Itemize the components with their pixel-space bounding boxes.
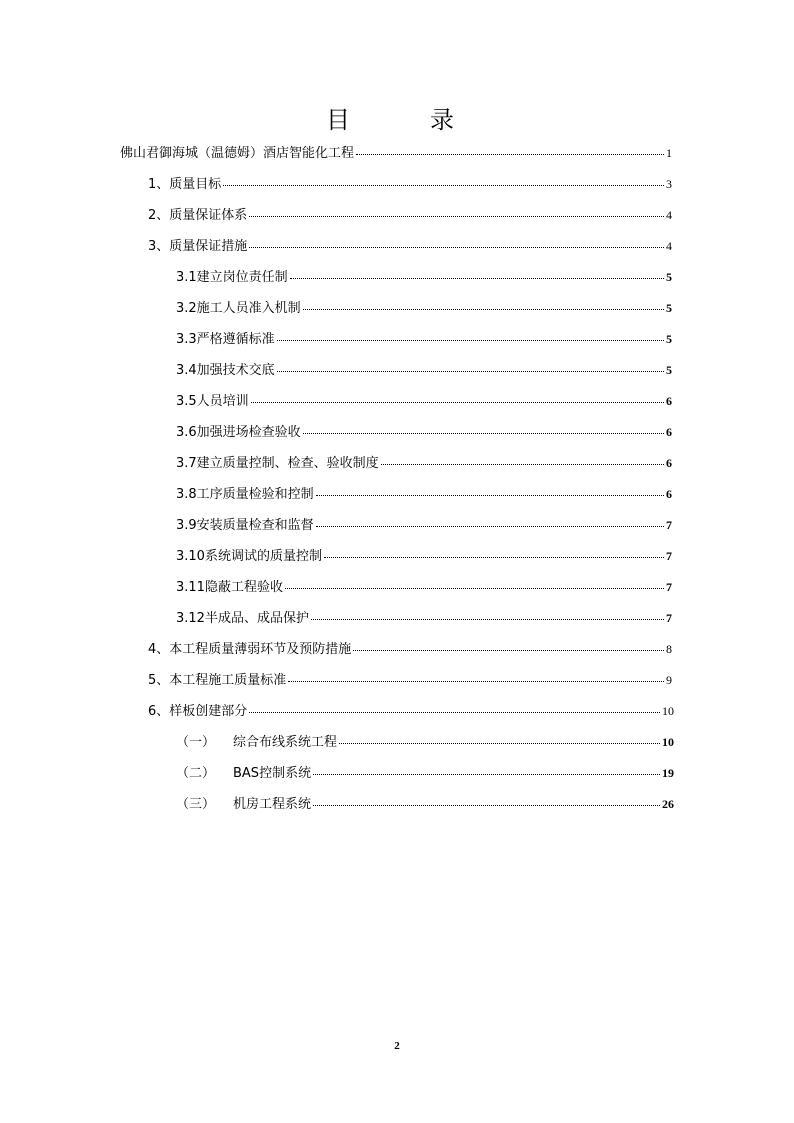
toc-page-number: 10: [662, 735, 674, 749]
dot-leader: [303, 308, 664, 310]
toc-entry-quality-target[interactable]: [148, 173, 672, 195]
toc-page-number: 6: [666, 394, 672, 408]
toc-page-number: 10: [662, 704, 674, 718]
dot-leader: [313, 804, 660, 806]
dot-leader: [324, 556, 664, 558]
dot-leader: [249, 215, 664, 217]
toc-page-number: 1: [666, 146, 672, 160]
dot-leader: [316, 525, 664, 527]
toc-page-number: 19: [662, 766, 674, 780]
toc-entry-sub-1[interactable]: [176, 731, 674, 753]
toc-entry-prefix: （一）: [176, 735, 216, 750]
toc-entry-3-11[interactable]: [176, 576, 672, 598]
dot-leader: [316, 494, 664, 496]
toc-entry-project[interactable]: [120, 142, 672, 164]
toc-page-number: 3: [666, 177, 672, 191]
toc-entry-label: 3.2施工人员准入机制: [176, 301, 301, 316]
toc-entry-sample-creation[interactable]: [148, 700, 674, 722]
toc-entry-label: 3.3严格遵循标准: [176, 332, 275, 347]
toc-page-number: 5: [666, 270, 672, 284]
toc-entry-3-3[interactable]: [176, 328, 672, 350]
toc-entry-label: 佛山君御海城（温德姆）酒店智能化工程: [120, 146, 355, 161]
toc-entry-label: 3.12半成品、成品保护: [176, 611, 309, 626]
toc-entry-3-2[interactable]: [176, 297, 672, 319]
toc-page-number: 7: [666, 580, 672, 594]
dot-leader: [249, 711, 660, 713]
toc-entry-label: 3.9安装质量检查和监督: [176, 518, 314, 533]
dot-leader: [339, 742, 660, 744]
dot-leader: [288, 680, 664, 682]
dot-leader: [223, 184, 664, 186]
toc-page-number: 7: [666, 549, 672, 563]
dot-leader: [313, 773, 660, 775]
toc-entry-3-1[interactable]: [176, 266, 672, 288]
toc-page-number: 4: [666, 208, 672, 222]
toc-page-number: 5: [666, 332, 672, 346]
toc-page-number: 7: [666, 611, 672, 625]
toc-entry-quality-system[interactable]: [148, 204, 672, 226]
dot-leader: [290, 277, 664, 279]
toc-page-number: 5: [666, 363, 672, 377]
toc-entry-label: 5、本工程施工质量标准: [148, 673, 287, 688]
toc-entry-quality-standard[interactable]: [148, 669, 672, 691]
toc-page-number: 4: [666, 239, 672, 253]
dot-leader: [277, 370, 664, 372]
page-number: 2: [394, 1040, 400, 1052]
toc-entry-quality-measures[interactable]: [148, 235, 672, 257]
dot-leader: [353, 649, 664, 651]
dot-leader: [356, 153, 664, 155]
toc-entry-label: 3.7建立质量控制、检查、验收制度: [176, 456, 379, 471]
toc-entry-label: 机房工程系统: [233, 797, 312, 812]
toc-entry-label: 2、质量保证体系: [148, 208, 248, 223]
toc-entry-label: 1、质量目标: [148, 177, 222, 192]
dot-leader: [303, 432, 664, 434]
toc-page-number: 8: [666, 642, 672, 656]
toc-entry-label: 6、样板创建部分: [148, 704, 248, 719]
toc-entry-label: 3.4加强技术交底: [176, 363, 275, 378]
toc-entry-label: 3.11隐蔽工程验收: [176, 580, 283, 595]
toc-title: 目 录: [326, 106, 482, 134]
toc-entry-label: 3、质量保证措施: [148, 239, 248, 254]
dot-leader: [249, 246, 664, 248]
toc-page-number: 6: [666, 425, 672, 439]
toc-page-number: 26: [662, 797, 674, 811]
dot-leader: [381, 463, 664, 465]
dot-leader: [285, 587, 664, 589]
toc-page-number: 7: [666, 518, 672, 532]
toc-entry-3-6[interactable]: [176, 421, 672, 443]
toc-entry-weak-links[interactable]: [148, 638, 672, 660]
dot-leader: [311, 618, 664, 620]
toc-entry-3-5[interactable]: [176, 390, 672, 412]
toc-page-number: 6: [666, 456, 672, 470]
dot-leader: [277, 339, 664, 341]
toc-entry-3-4[interactable]: [176, 359, 672, 381]
toc-entry-3-8[interactable]: [176, 483, 672, 505]
toc-page-number: 6: [666, 487, 672, 501]
toc-entry-label: 3.1建立岗位责任制: [176, 270, 288, 285]
toc-entry-label: 3.5人员培训: [176, 394, 249, 409]
toc-entry-label: 综合布线系统工程: [233, 735, 338, 750]
toc-entry-label: 4、本工程质量薄弱环节及预防措施: [148, 642, 352, 657]
toc-page-number: 9: [666, 673, 672, 687]
toc-entry-sub-2[interactable]: [176, 762, 674, 784]
toc-page-number: 5: [666, 301, 672, 315]
toc-entry-3-10[interactable]: [176, 545, 672, 567]
toc-entry-label: 3.8工序质量检验和控制: [176, 487, 314, 502]
toc-entry-3-9[interactable]: [176, 514, 672, 536]
dot-leader: [251, 401, 664, 403]
toc-entry-label: 3.10系统调试的质量控制: [176, 549, 322, 564]
toc-entry-label: 3.6加强进场检查验收: [176, 425, 301, 440]
toc-entry-sub-3[interactable]: [176, 793, 674, 815]
toc-entry-3-12[interactable]: [176, 607, 672, 629]
toc-entry-prefix: （三）: [176, 797, 216, 812]
toc-entry-prefix: （二）: [176, 766, 216, 781]
toc-entry-label: BAS控制系统: [233, 766, 312, 781]
toc-entry-3-7[interactable]: [176, 452, 672, 474]
